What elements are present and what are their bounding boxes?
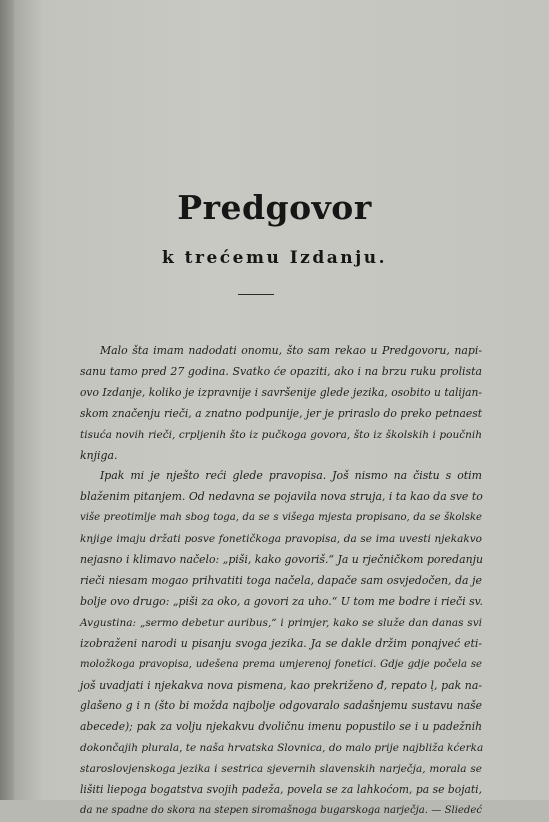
text-line: lišiti liepoga bogatstva svojih padeža, povela se za lahkoćom, pa se bojati, [80,783,482,797]
text-line: knjiga. [80,448,118,462]
text-line: sanu tamo pred 27 godina. Svatko će opaziti, ako i na brzu ruku prolista [80,364,482,378]
text-line: abecede); pak za volju njekakvu dvoličnu imenu popustilo se i u padežnih [80,720,482,734]
text-line: bolje ovo drugo: „piši za oko, a govori za uho.“ U tom me bodre i rieči sv. [80,594,483,608]
text-line: Ipak mi je nješto reći glede pravopisa. Još nismo na čistu s otim [100,469,482,483]
preface-body [80,341,482,822]
text-line: knjige imaju držati posve fonetičkoga pravopisa, da se ima uvesti njekakvo [80,533,482,546]
binding-gutter [0,0,14,800]
text-line: staroslovjenskoga jezika i sestrica sjevernih slavenskih narječja, morala se [80,763,482,776]
text-line: skom značenju rieči, a znatno podpunije, jer je priraslo do preko petnaest [80,406,482,420]
text-line: Malo šta imam nadodati onomu, što sam rekao u Predgovoru, napi- [100,344,482,357]
text-line: još uvadjati i njekakva nova pismena, kao prekriženo đ, repato ļ, pak na- [80,678,482,692]
text-line: više preotimlje mah sbog toga, da se s višega mjesta propisano, da se školske [80,512,482,524]
page-subtitle: k trećemu Izdanju. [161,248,388,268]
text-line: ovo Izdanje, koliko je izpravnije i savršenije glede jezika, osobito u talijan- [80,385,482,399]
title-divider [238,294,274,295]
text-line: tisuća novih rieči, crpljenih što iz pučkoga govora, što iz školskih i poučnih [80,428,482,441]
page-title: Predgovor [177,188,372,227]
text-line: blaženim pitanjem. Od nedavna se pojavila nova struja, i ta kao da sve to [80,490,483,504]
text-line: Avgustina: „sermo debetur auribus,“ i primjer, kako se služe dan danas svi [80,616,482,629]
text-line: rieči niesam mogao prihvatiti toga načela, dapače sam osvjedočen, da je [80,573,482,587]
text-line: glašeno g i n (što bi možda najbolje odgovaralo sadašnjemu sustavu naše [80,699,482,713]
text-line: da ne spadne do skora na stepen siromašnoga bugarskoga narječja. — Sliedeć [80,804,482,816]
text-line: dokončajih plurala, te naša hrvatska Slovnica, do malo prije najbliža kćerka [80,742,484,755]
text-line: nejasno i klimavo načelo: „piši, kako govoriš.“ Ja u rječničkom poredanju [80,553,483,567]
text-line: moložkoga pravopisa, udešena prema umjerenoj fonetici. Gdje gdje počela se [80,658,482,670]
text-line: izobraženi narodi u pisanju svoga jezika. Ja se dakle držim ponajveć eti- [80,636,482,650]
